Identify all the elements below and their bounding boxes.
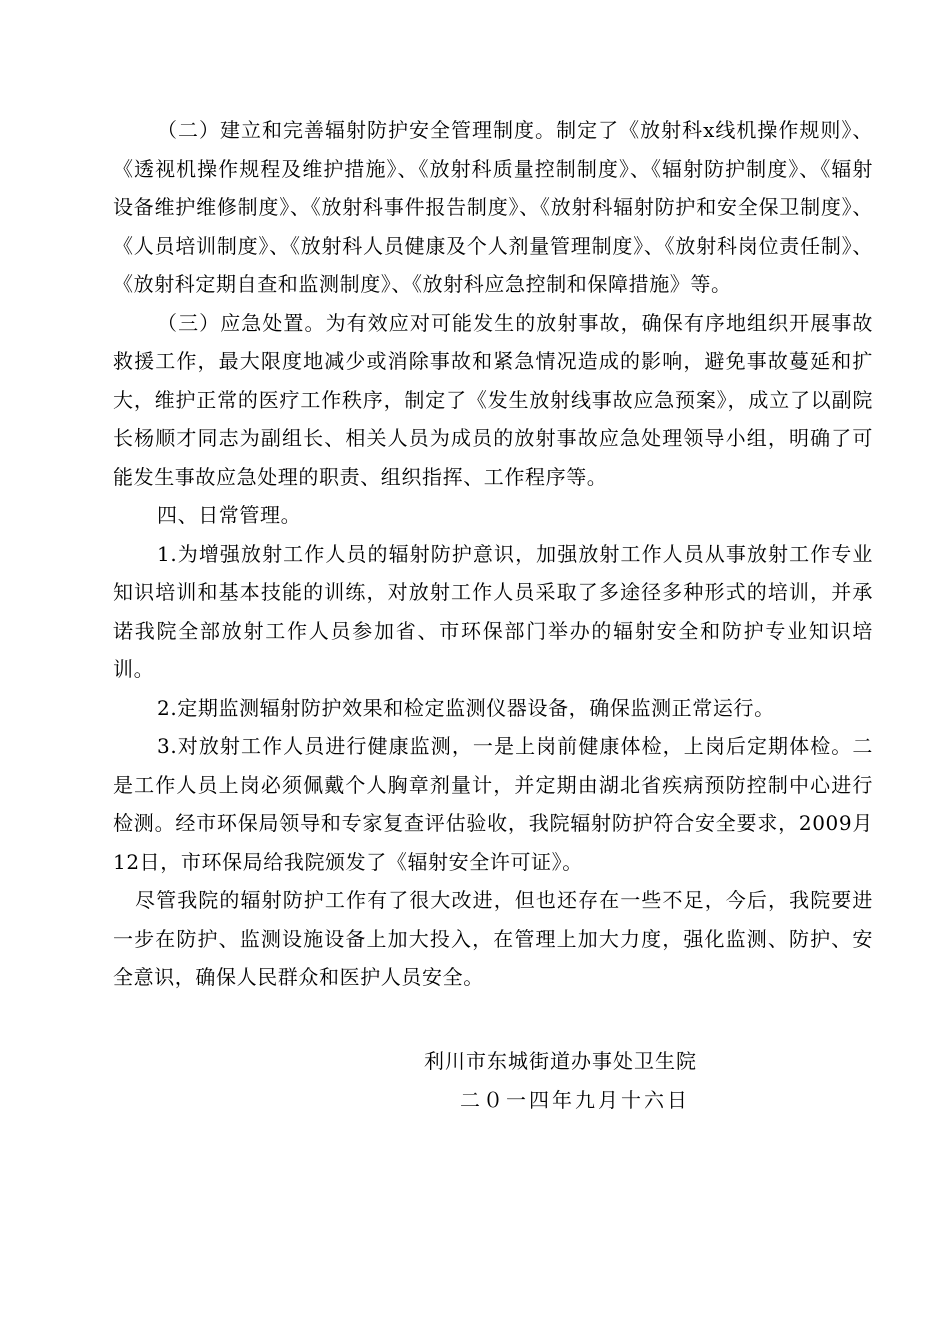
- paragraph-emergency-response: （三）应急处置。为有效应对可能发生的放射事故，确保有序地组织开展事故救援工作，最大限度地减少或消除事故和紧急情况造成的影响，避免事故蔓延和扩大，维护正常的医疗工作秩序，制定了《发生放射线事故应急预案》，成立了以副院长杨顺才同志为副组长、相关人员为成员的放射事故应急处理领导小组，明确了可能发生事故应急处理的职责、组织指挥、工作程序等。: [113, 310, 873, 489]
- paragraph-item-1-training: 1.为增强放射工作人员的辐射防护意识，加强放射工作人员从事放射工作专业知识培训和基本技能的训练，对放射工作人员采取了多途径多种形式的培训，并承诺我院全部放射工作人员参加省、市环保部门举办的辐射安全和防护专业知识培训。: [113, 541, 873, 681]
- paragraph-conclusion: 尽管我院的辐射防护工作有了很大改进，但也还存在一些不足，今后，我院要进一步在防护、监测设施设备上加大投入，在管理上加大力度，强化监测、防护、安全意识，确保人民群众和医护人员安全。: [113, 888, 873, 989]
- signature-organization: 利川市东城街道办事处卫生院: [424, 1049, 697, 1073]
- signature-date: 二０一四年九月十六日: [460, 1088, 690, 1112]
- paragraph-regulations: （二）建立和完善辐射防护安全管理制度。制定了《放射科x线机操作规则》、《透视机操作规程及维护措施》、《放射科质量控制制度》、《辐射防护制度》、《辐射设备维护维修制度》、《放射科事件报告制度》、《放射科辐射防护和安全保卫制度》、《人员培训制度》、《放射科人员健康及个人剂量管理制度》、《放射科岗位责任制》、《放射科定期自查和监测制度》、《放射科应急控制和保障措施》等。: [113, 118, 873, 296]
- document-body: [113, 111, 873, 997]
- paragraph-item-2-monitoring: 2.定期监测辐射防护效果和检定监测仪器设备，确保监测正常运行。: [157, 695, 775, 720]
- paragraph-item-3-health: 3.对放射工作人员进行健康监测，一是上岗前健康体检，上岗后定期体检。二是工作人员上岗必须佩戴个人胸章剂量计，并定期由湖北省疾病预防控制中心进行检测。经市环保局领导和专家复查评估验收，我院辐射防护符合安全要求，2009月12日，市环保局给我院颁发了《辐射安全许可证》。: [113, 734, 873, 874]
- section-heading-daily-management: 四、日常管理。: [157, 503, 302, 527]
